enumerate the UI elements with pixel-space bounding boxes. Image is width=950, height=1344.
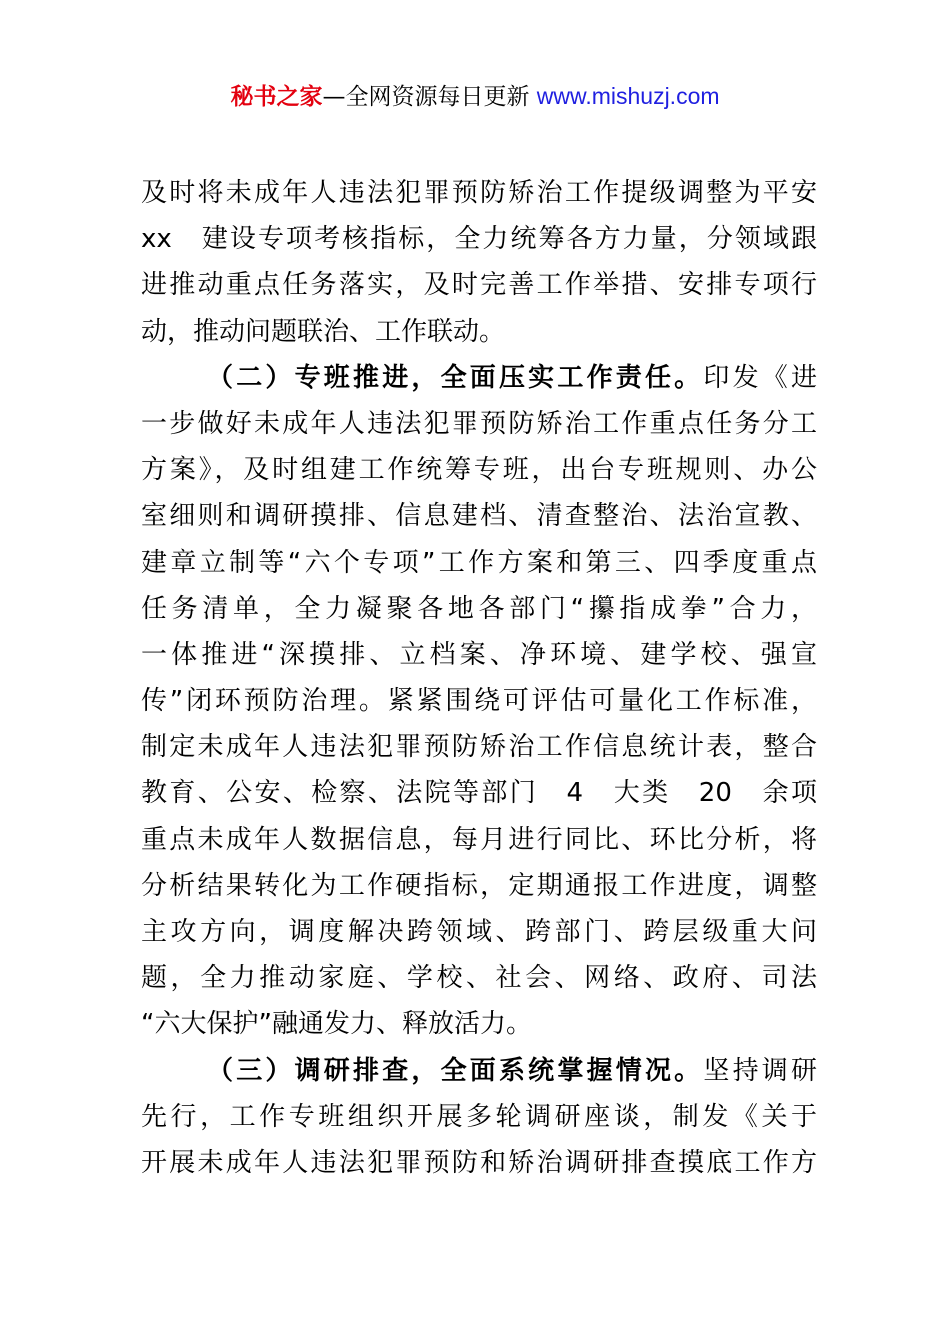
header-brand: 秘书之家 [230, 84, 323, 110]
text-line: 重点未成年人数据信息，每月进行同比、环比分析，将 [141, 824, 817, 855]
page-header [0, 80, 950, 113]
text-line: 室细则和调研摸排、信息建档、清查整治、法治宣教、 [141, 501, 817, 532]
text-line: 进推动重点任务落实，及时完善工作举措、安排专项行 [141, 270, 817, 301]
text-line: 分析结果转化为工作硬指标，定期通报工作进度，调整 [141, 870, 817, 901]
text-line: 教育、公安、检察、法院等部门 4 大类 20 余项 [141, 778, 817, 809]
text-line: 任务清单，全力凝聚各地各部门“攥指成拳”合力， [141, 593, 817, 624]
section-text: 印发《进 [703, 362, 817, 393]
text-line: xx 建设专项考核指标，全力统筹各方力量，分领域跟 [141, 224, 817, 255]
text-line: 一体推进“深摸排、立档案、净环境、建学校、强宣 [141, 639, 817, 670]
text-line: 及时将未成年人违法犯罪预防矫治工作提级调整为平安 [141, 178, 817, 208]
section-text: 坚持调研 [703, 1055, 817, 1086]
header-url-link[interactable]: www.mishuzj.com [536, 83, 720, 109]
section-heading: （二）专班推进，全面压实工作责任。 [207, 362, 704, 393]
text-line: 建章立制等“六个专项”工作方案和第三、四季度重点 [141, 547, 817, 578]
text-line: 题，全力推动家庭、学校、社会、网络、政府、司法 [141, 963, 817, 994]
text-line: 先行，工作专班组织开展多轮调研座谈，制发《关于 [141, 1101, 817, 1132]
section-heading: （三）调研排查，全面系统掌握情况。 [207, 1055, 704, 1086]
text-line: 动，推动问题联治、工作联动。 [141, 316, 506, 347]
text-line: 主攻方向，调度解决跨领域、跨部门、跨层级重大问 [141, 917, 817, 947]
document-body [141, 170, 817, 1186]
header-slogan: —全网资源每日更新 [322, 84, 537, 110]
text-line: 制定未成年人违法犯罪预防矫治工作信息统计表，整合 [141, 732, 817, 763]
text-line: “六大保护”融通发力、释放活力。 [141, 1009, 532, 1040]
text-line: 方案》，及时组建工作统筹专班，出台专班规则、办公 [141, 455, 817, 486]
text-line: 开展未成年人违法犯罪预防和矫治调研排查摸底工作方 [141, 1147, 817, 1178]
text-line: 一步做好未成年人违法犯罪预防矫治工作重点任务分工 [141, 408, 817, 439]
section-heading-line [141, 355, 817, 401]
text-line: 传”闭环预防治理。紧紧围绕可评估可量化工作标准， [141, 686, 817, 717]
section-heading-line [141, 1048, 817, 1094]
